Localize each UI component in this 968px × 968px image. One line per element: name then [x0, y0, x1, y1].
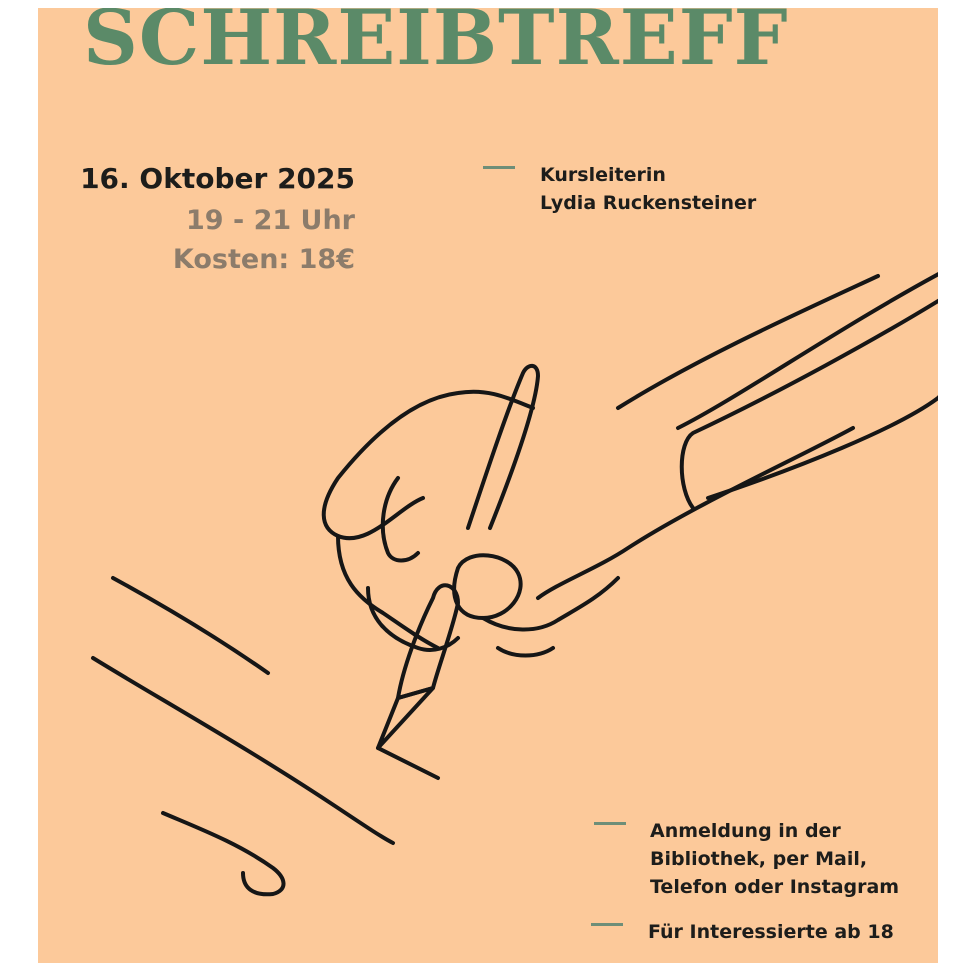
instructor-label: Kursleiterin [540, 164, 666, 186]
sleeve-outline-upper [678, 270, 938, 428]
hand-palm [483, 578, 618, 630]
event-time: 19 - 21 Uhr [185, 205, 355, 236]
paper-line-4 [163, 813, 284, 894]
paper-line-1 [113, 578, 268, 673]
paper-line-3 [378, 748, 438, 778]
hand-finger-tip [498, 648, 553, 656]
instructor-name: Lydia Ruckensteiner [540, 192, 757, 214]
registration-line-2: Bibliothek, per Mail, [650, 848, 868, 870]
hand-writing-illustration [38, 8, 938, 963]
hand-back [324, 392, 533, 539]
poster [38, 8, 938, 963]
event-date: 16. Oktober 2025 [80, 162, 355, 195]
hand-thumb [454, 555, 520, 618]
registration-line-1: Anmeldung in der [650, 820, 841, 842]
registration-line-3: Telefon oder Instagram [650, 876, 900, 898]
poster-title: SCHREIBTREFF [83, 8, 789, 82]
event-cost: Kosten: 18€ [172, 244, 355, 275]
audience-text: Für Interessierte ab 18 [648, 921, 894, 943]
paper-line-2 [93, 658, 393, 843]
forearm-lower [538, 428, 853, 598]
